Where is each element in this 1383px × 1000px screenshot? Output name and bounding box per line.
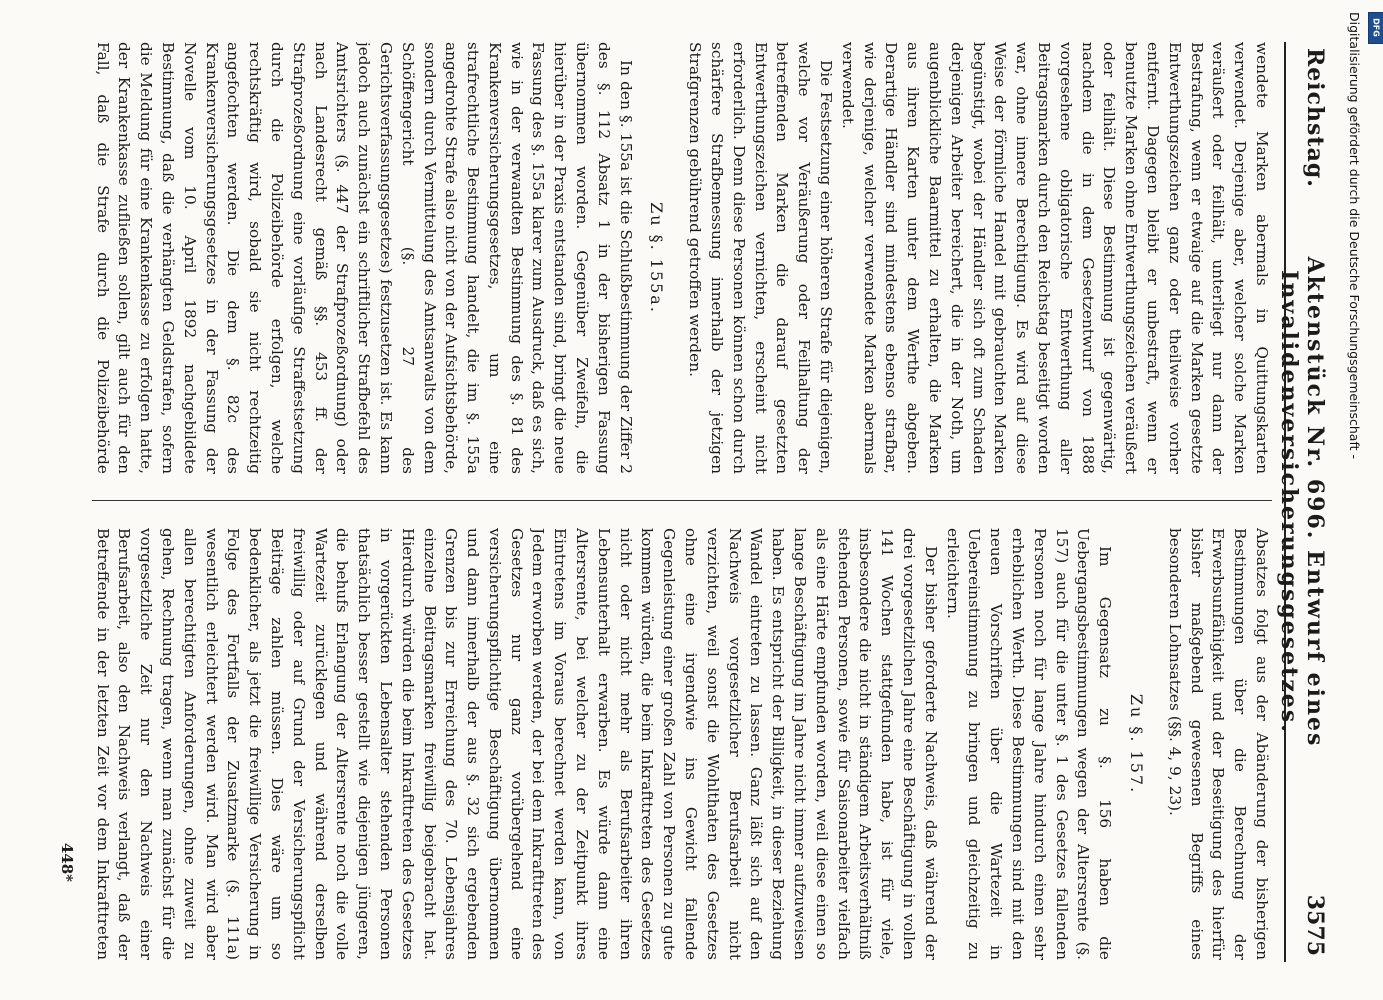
rotated-page-content <box>38 42 1338 962</box>
paragraph: Die Festsetzung einer höheren Strafe für diejenigen, welche vor Veräußerung oder Feilhaltung der betreffenden Marken die darauf gesetzten Entwerthungszeichen vernichten, erscheint nicht erforderlich. Denn diese Personen können schon durch schärfere Strafbemessung innerhalb der jetzigen Strafgrenzen gebührend getroffen werden. <box>686 42 836 474</box>
paragraph: Der bisher geforderte Nachweis, daß während der drei vorgesetzlichen Jahre eine Beschäftigung in vollen 141 Wochen stattgefunden habe, ist für viele, insbesondere die nicht in ständigem Arbeitsverhältniß stehenden Personen, sowie für Saisonarbeiter vielfach als eine Härte empfunden worden, weil diese einen so lange Beschäftigung im Jahre nicht immer aufzuweisen haben. Es entspricht der Billigkeit, in dieser Beziehung Wandel eintreten zu lassen. Ganz läßt sich auf den Nachweis vorgesetzlicher Berufsarbeit nicht verzichten, weil sonst die Wohlthaten des Gesetzes ohne eine irgendwie ins Gewicht fallende Gegenleistung einer großen Zahl von Personen zu gute kommen würden, die beim Inkrafttreten des Gesetzes nicht oder nicht mehr als Berufsarbeiter ihren Lebensunterhalt erwarben. Es würde dann eine Altersrente, bei welcher zu der Zeitpunkt ihres Eintretens im Voraus berechnet werden kann, von Jedem erworben werden, der bei dem Inkrafttreten des Gesetzes nur ganz vorübergehend eine versicherungspflichtige Beschäftigung übernommen und dann innerhalb der aus §. 32 sich ergebenden Grenzen bis zur Erreichung des 70. Lebensjahres einzelne Beitragsmarken freiwillig beigebracht hat. Hierdurch würden die beim Inkrafttreten des Gesetzes in vorgerückten Lebensalter stehenden Personen thatsächlich besser gestellt wie diejenigen jüngeren, die behufs Erlangung der Altersrente noch die volle Wartezeit zurücklegen und während derselben freiwillig oder auf Grund der Versicherungspflicht Beiträge zahlen müssen. Dies wäre um so bedenklicher, als jetzt die freiwillige Versicherung in Folge des Fortfalls der Zusatzmarke (§. 111a) wesentlich erleichtert werden wird. Man wird aber allen berechtigten Anforderungen, ohne zuweit zu gehen, Rechnung tragen, wenn man zunächst für die vorgesetzliche Zeit nur den Nachweis einer Berufsarbeit, also den Nachweis verlangt, daß der Betreffende in der letzten Zeit vor dem Inkrafttreten <box>93 528 940 960</box>
section-heading: Zu §. 155a. <box>647 202 667 314</box>
paragraph: Im Gegensatz zu §. 156 haben die Uebergangsbestimmungen wegen der Altersrente (§. 157) auch für die unter §. 1 des Gesetzes fallenden Personen noch für lange Jahre hindurch einen sehr erheblichen Werth. Diese Bestimmungen sind mit den neuen Vorschriften über die Wartezeit in Uebereinstimmung zu bringen und gleichzeitig zu erleichtern. <box>943 528 1115 960</box>
section-heading: Zu §. 157. <box>1127 693 1147 795</box>
page-header <box>1276 42 1338 962</box>
column-divider <box>92 500 1272 501</box>
left-text-column <box>92 42 1272 474</box>
paragraph: wendete Marken abermals in Quittungskarten verwendet. Derjenige aber, welcher solche Marken veräußert oder feilhält, unterliegt nur dann der Bestrafung, wenn er etwaige auf die Marken gesetzte Entwerthungszeichen ganz oder theilweise vorher entfernt. Dagegen bleibt er unbestraft, wenn er benutzte Marken ohne Entwerthungszeichen veräußert oder feilhält. Diese Bestimmung ist gegenwärtig, nachdem die in dem Gesetzentwurf von 1888 vorgesehene obligatorische Entwerthung aller Beitragsmarken durch den Reichstag beseitigt worden war, ohne innere Berechtigung. Es wird auf diese Weise der förmliche Handel mit gebrauchten Marken begünstigt, wobei der Händler sich oft zum Schaden derjenigen Arbeiter bereichert, die in der Noth, um augenblickliche Baarmittel zu erhalten, die Marken aus ihren Karten unter dem Werthe abgeben. Derartige Händler sind mindestens ebenso strafbar, wie derjenige, welcher verwendete Marken abermals verwendet. <box>838 42 1271 474</box>
header-title: Aktenstück Nr. 696. Entwurf eines Invalidenversicherungsgesetzes. <box>1276 256 1328 748</box>
right-text-column <box>92 528 1272 960</box>
dfg-logo <box>1368 12 1383 44</box>
page-number: 3575 <box>1302 894 1328 956</box>
header-left: Reichstag. <box>1302 48 1328 188</box>
dfg-logo-text: DFG <box>1371 18 1381 37</box>
digitization-credit: Digitalisierung gefördert durch die Deutsche Forschungsgemeinschaft - <box>1347 12 1362 460</box>
paragraph: In den §. 155a ist die Schlußbestimmung der Ziffer 2 des §. 112 Absatz 1 in der bisherigen Fassung übernommen worden. Gegenüber Zweifeln, die hierüber in der Praxis entstanden sind, bringt die neue Fassung des §. 155a klarer zum Ausdruck, daß es sich, wie in der verwandten Bestimmung des §. 81 des Krankenversicherungsgesetzes, um eine strafrechtliche Bestimmung handelt, die im §. 155a angedrohte Strafe also nicht von der Aufsichtsbehörde, sondern durch Vermittelung des Amtsanwalts von dem Schöffengericht (§. 27 des Gerichtsverfassungsgesetzes) festzusetzen ist. Es kann jedoch auch zunächst ein schriftlicher Strafbefehl des Amtsrichters (§. 447 der Strafprozeßordnung) oder nach Landesrecht gemäß §§. 453 ff. der Strafprozeßordnung eine vorläufige Straffestsetzung durch die Polizeibehörde erfolgen, welche rechtskräftig wird, sobald sie nicht rechtzeitig angefochten werden. Die dem §. 82c des Krankenversicherungsgesetzes in der Fassung der Novelle vom 10. April 1892 nachgebildete Bestimmung, daß die verhängten Geldstrafen, sofern die Meldung für eine Krankenkasse zu erfolgen hatte, der Krankenkasse zufließen sollen, gilt auch für den Fall, daß die Strafe durch die Polizeibehörde <box>93 42 635 474</box>
paragraph: Absatzes folgt aus der Abänderung der bisherigen Bestimmungen über die Berechnung der Erwerbsunfähigkeit und der Beseitigung des hierfür bisher maßgebend gewesenen Begriffs eines besonderen Lohnsatzes (§§. 4, 9, 23). <box>1165 528 1271 960</box>
page-footer: 448* <box>58 842 76 882</box>
